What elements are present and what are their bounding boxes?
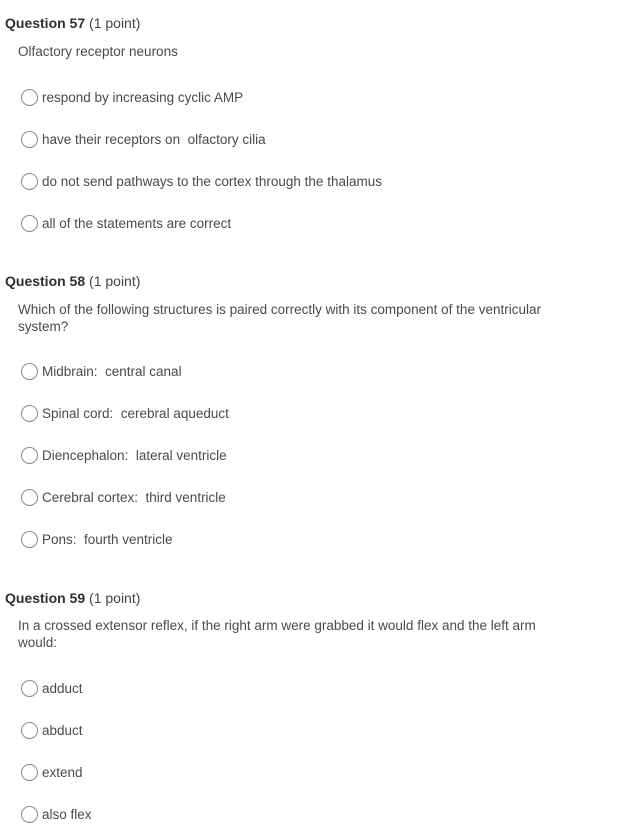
radio-button[interactable] bbox=[21, 764, 38, 781]
answer-option[interactable] bbox=[21, 361, 182, 381]
answer-option-label[interactable]: adduct bbox=[42, 680, 83, 696]
answer-option[interactable] bbox=[21, 129, 266, 149]
question-number: Question 59 bbox=[5, 590, 86, 606]
answer-option-label[interactable]: Pons: fourth ventricle bbox=[42, 531, 173, 547]
answer-option[interactable] bbox=[21, 678, 83, 698]
answer-option[interactable] bbox=[21, 403, 229, 423]
radio-button[interactable] bbox=[21, 173, 38, 190]
question-number: Question 58 bbox=[5, 273, 86, 289]
question-prompt: Which of the following structures is paired correctly with its component of the ventricular system? bbox=[18, 302, 541, 334]
radio-button[interactable] bbox=[21, 806, 38, 823]
question-heading bbox=[5, 14, 140, 32]
radio-button[interactable] bbox=[21, 363, 38, 380]
answer-option-label[interactable]: also flex bbox=[42, 806, 92, 822]
question-heading bbox=[5, 589, 140, 607]
radio-button[interactable] bbox=[21, 531, 38, 548]
question-points: (1 point) bbox=[89, 15, 141, 31]
answer-option[interactable] bbox=[21, 487, 226, 507]
answer-option-label[interactable]: have their receptors on olfactory cilia bbox=[42, 131, 266, 147]
question-prompt: In a crossed extensor reflex, if the right arm were grabbed it would flex and the left arm would: bbox=[18, 618, 536, 650]
radio-button[interactable] bbox=[21, 405, 38, 422]
answer-option[interactable] bbox=[21, 171, 382, 191]
radio-button[interactable] bbox=[21, 215, 38, 232]
answer-option-label[interactable]: Cerebral cortex: third ventricle bbox=[42, 489, 226, 505]
answer-option-label[interactable]: Midbrain: central canal bbox=[42, 363, 182, 379]
answer-option[interactable] bbox=[21, 445, 227, 465]
answer-option[interactable] bbox=[21, 213, 231, 233]
question-points: (1 point) bbox=[89, 273, 141, 289]
answer-option[interactable] bbox=[21, 87, 243, 107]
radio-button[interactable] bbox=[21, 489, 38, 506]
answer-option-label[interactable]: extend bbox=[42, 764, 83, 780]
radio-button[interactable] bbox=[21, 680, 38, 697]
radio-button[interactable] bbox=[21, 131, 38, 148]
radio-button[interactable] bbox=[21, 89, 38, 106]
answer-option[interactable] bbox=[21, 720, 83, 740]
radio-button[interactable] bbox=[21, 447, 38, 464]
answer-option-label[interactable]: all of the statements are correct bbox=[42, 215, 232, 231]
answer-option-label[interactable]: respond by increasing cyclic AMP bbox=[42, 89, 244, 105]
question-heading bbox=[5, 272, 140, 290]
question-prompt: Olfactory receptor neurons bbox=[18, 44, 178, 59]
answer-option-label[interactable]: abduct bbox=[42, 722, 83, 738]
question-number: Question 57 bbox=[5, 15, 86, 31]
answer-option-label[interactable]: Diencephalon: lateral ventricle bbox=[42, 447, 227, 463]
answer-option[interactable] bbox=[21, 804, 92, 824]
answer-option-label[interactable]: Spinal cord: cerebral aqueduct bbox=[42, 405, 229, 421]
answer-option[interactable] bbox=[21, 529, 173, 549]
answer-option[interactable] bbox=[21, 762, 83, 782]
question-points: (1 point) bbox=[89, 590, 141, 606]
answer-option-label[interactable]: do not send pathways to the cortex through the thalamus bbox=[42, 173, 382, 189]
radio-button[interactable] bbox=[21, 722, 38, 739]
